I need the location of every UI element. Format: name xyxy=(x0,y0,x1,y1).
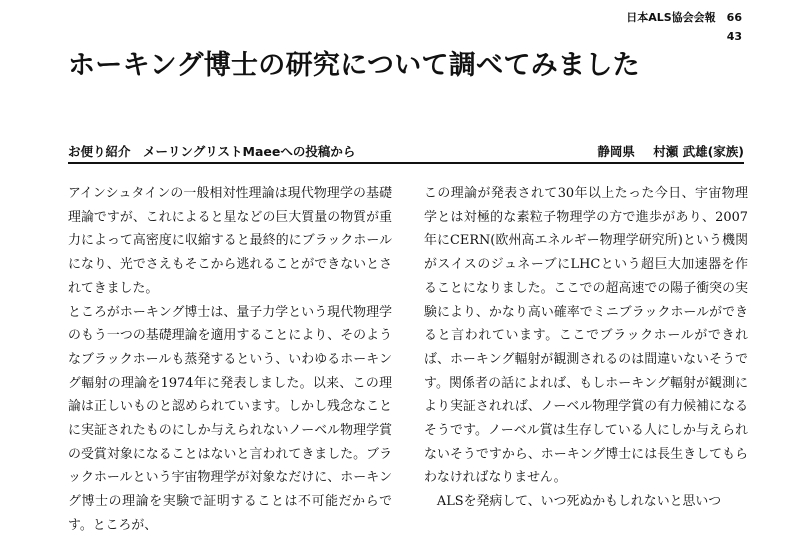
article-title: ホーキング博士の研究について調べてみました xyxy=(68,50,640,81)
paragraph: アインシュタインの一般相対性理論は現代物理学の基礎理論ですが、これによると星などの巨大質量の物質が重力によって高密度に収縮すると最終的にブラックホールになり、光でさえもそこから逃れることができないとされてきました。 xyxy=(68,186,392,296)
page-number: 43 xyxy=(726,30,742,43)
section-label: お便り紹介 メーリングリストMaeeへの投稿から xyxy=(68,144,356,159)
page-header xyxy=(626,8,742,46)
paragraph: この理論が発表されて30年以上たった今日、宇宙物理学とは対極的な素粒子物理学の方で進歩があり、2007年にCERN(欧州高エネルギー物理学研究所)という機関がスイスのジュネーブにLHCという超巨大加速器を作ることになりました。ここでの超高速での陽子衝突の実験により、かなり高い確率でミニブラックホールができると言われています。ここでブラックホールができれば、ホーキング輻射が観測されるのは間違いないそうです。関係者の話によれば、もしホーキング輻射が観測により実証されれば、ノーベル物理学賞の有力候補になるそうです。ノーベル賞は生存している人にしか与えられないそうですから、ホーキング博士には長生きしてもらわなければなりません。 xyxy=(424,186,748,486)
byline-bar xyxy=(68,140,744,164)
left-column xyxy=(68,182,392,538)
paragraph: ALSを発病して、いつ死ぬかもしれないと思いつ xyxy=(436,494,722,510)
paragraph: ところがホーキング博士は、量子力学という現代物理学のもう一つの基礎理論を適用することにより、そのようなブラックホールも蒸発するという、いわゆるホーキング輻射の理論を1974年に発表しました。以来、この理論は正しいものと認められています。しかし残念なことに実証されたものにしか与えられないノーベル物理学賞の受賞対象になることはないと言われてきました。ブラックホールという宇宙物理学が対象なだけに、ホーキング博士の理論を実験で証明することは不可能だからです。ところが、 xyxy=(68,304,392,533)
right-column xyxy=(424,182,748,514)
author-name: 村瀬 武雄(家族) xyxy=(653,144,744,159)
publication-name: 日本ALS協会会報 66 xyxy=(626,11,742,24)
author-prefecture: 静岡県 xyxy=(597,144,635,159)
author-info xyxy=(597,142,744,160)
